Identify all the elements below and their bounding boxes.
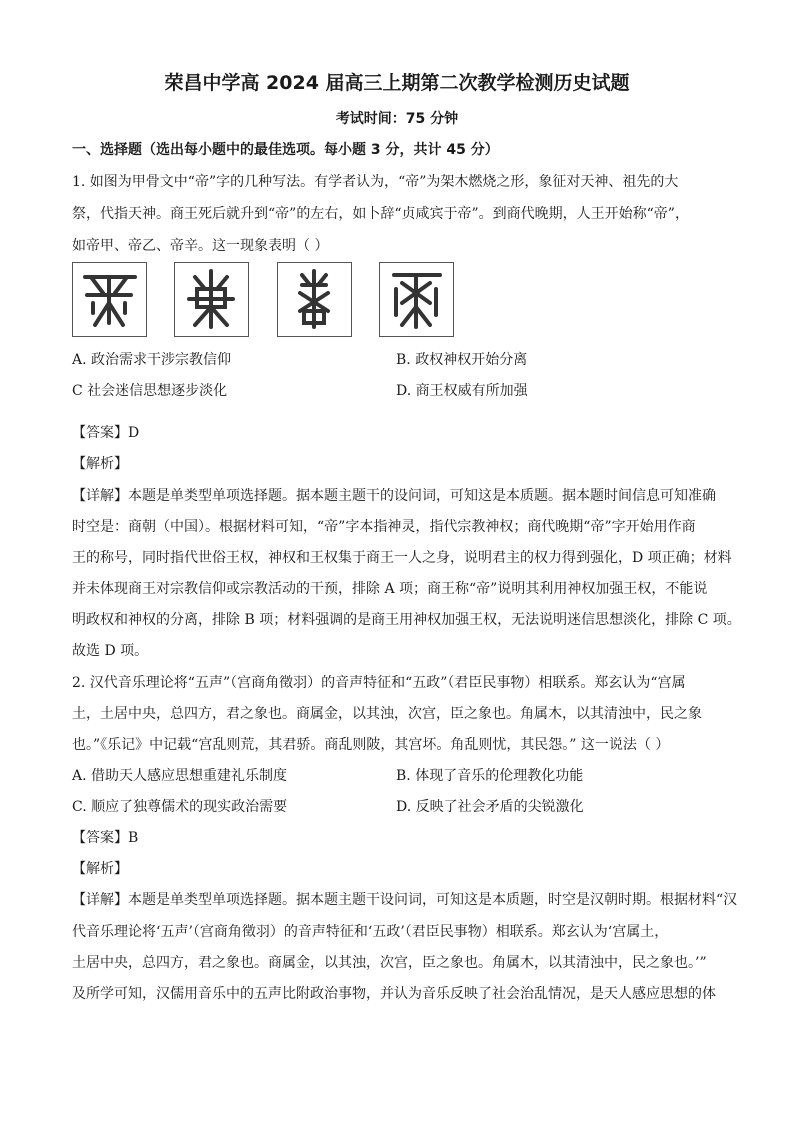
q1-option-d[interactable]: D. 商王权威有所加强 [396, 383, 528, 399]
q2-detail-line: 土居中央，总四方，君之象也。商属金，以其浊，次宫，臣之象也。角属木，以其清浊中，民之象也。’” [72, 955, 707, 971]
oracle-di-glyph-4-icon [379, 262, 454, 337]
q1-detail-line: 并未体现商王对宗教信仰或宗教活动的干预，排除 A 项；商王称“帝”说明其利用神权加强王权，不能说 [72, 581, 708, 597]
q1-option-a[interactable]: A. 政治需求干涉宗教信仰 [72, 352, 232, 368]
q2-detail-line: 【详解】本题是单类型单项选择题。据本题主题干设问词，可知这是本质题，时空是汉朝时期。根据材料“汉 [72, 892, 738, 908]
q2-stem-line: 也。”《乐记》中记载“宫乱则荒，其君骄。商乱则陂，其宫坏。角乱则忧，其民怨。” 这一说法（ ） [72, 737, 670, 753]
q2-option-a[interactable]: A. 借助天人感应思想重建礼乐制度 [72, 768, 288, 784]
q2-option-b[interactable]: B. 体现了音乐的伦理教化功能 [396, 768, 584, 784]
q1-detail-line: 明政权和神权的分离，排除 B 项；材料强调的是商王用神权加强王权，无法说明迷信思想淡化，排除 C 项。 [72, 612, 741, 628]
section-heading: 一、选择题（选出每小题中的最佳选项。每小题 3 分，共计 45 分） [72, 142, 499, 158]
q1-detail-line: 王的称号，同时指代世俗王权，神权和王权集于商王一人之身，说明君主的权力得到强化，D 项正确；材料 [72, 550, 732, 566]
q2-option-d[interactable]: D. 反映了社会矛盾的尖锐激化 [396, 799, 584, 815]
q2-stem-line: 土，土居中央，总四方，君之象也。商属金，以其浊，次宫，臣之象也。角属木，以其清浊中，民之象 [72, 706, 702, 722]
oracle-di-glyph-1-icon [72, 262, 147, 337]
q2-option-c[interactable]: C. 顺应了独尊儒术的现实政治需要 [72, 799, 288, 815]
q1-stem-line: 1. 如图为甲骨文中“帝”字的几种写法。有学者认为，“帝”为架木燃烧之形，象征对天神、祖先的大 [72, 174, 679, 190]
q2-analysis-label: 【解析】 [72, 861, 128, 877]
q2-detail-line: 及所学可知，汉儒用音乐中的五声比附政治事物，并认为音乐反映了社会治乱情况，是天人感应思想的体 [72, 986, 716, 1002]
q1-detail-line: 【详解】本题是单类型单项选择题。据本题主题干的设问词，可知这是本质题。据本题时间信息可知准确 [72, 488, 716, 504]
q1-option-b[interactable]: B. 政权神权开始分离 [396, 352, 528, 368]
q2-stem-line: 2. 汉代音乐理论将“五声”（宫商角徵羽）的音声特征和“五政”（君臣民事物）相联系。郑玄认为“宫属 [72, 675, 686, 691]
oracle-di-glyph-2-icon [174, 262, 249, 337]
q1-answer: 【答案】D [72, 425, 140, 441]
q1-analysis-label: 【解析】 [72, 456, 128, 472]
q1-stem-line: 祭，代指天神。商王死后就升到“帝”的左右，如卜辞“贞咸宾于帝”。到商代晚期，人王开始称“帝”， [72, 206, 689, 222]
q1-detail-line: 故选 D 项。 [72, 643, 149, 659]
q1-option-c[interactable]: C 社会迷信思想逐步淡化 [72, 383, 228, 399]
q2-answer: 【答案】B [72, 830, 139, 846]
page-title: 荣昌中学高 2024 届高三上期第二次教学检测历史试题 [164, 72, 630, 94]
oracle-di-glyph-3-icon [277, 262, 352, 337]
q1-detail-line: 时空是：商朝（中国）。根据材料可知，“帝”字本指神灵，指代宗教神权；商代晚期“帝”字开始用作商 [72, 519, 696, 535]
q1-stem-line: 如帝甲、帝乙、帝辛。这一现象表明（ ） [72, 238, 329, 254]
exam-time: 考试时间：75 分钟 [335, 111, 459, 127]
q2-detail-line: 代音乐理论将‘五声’（宫商角徵羽）的音声特征和‘五政’（君臣民事物）相联系。郑玄认为‘宫属土， [72, 924, 669, 940]
